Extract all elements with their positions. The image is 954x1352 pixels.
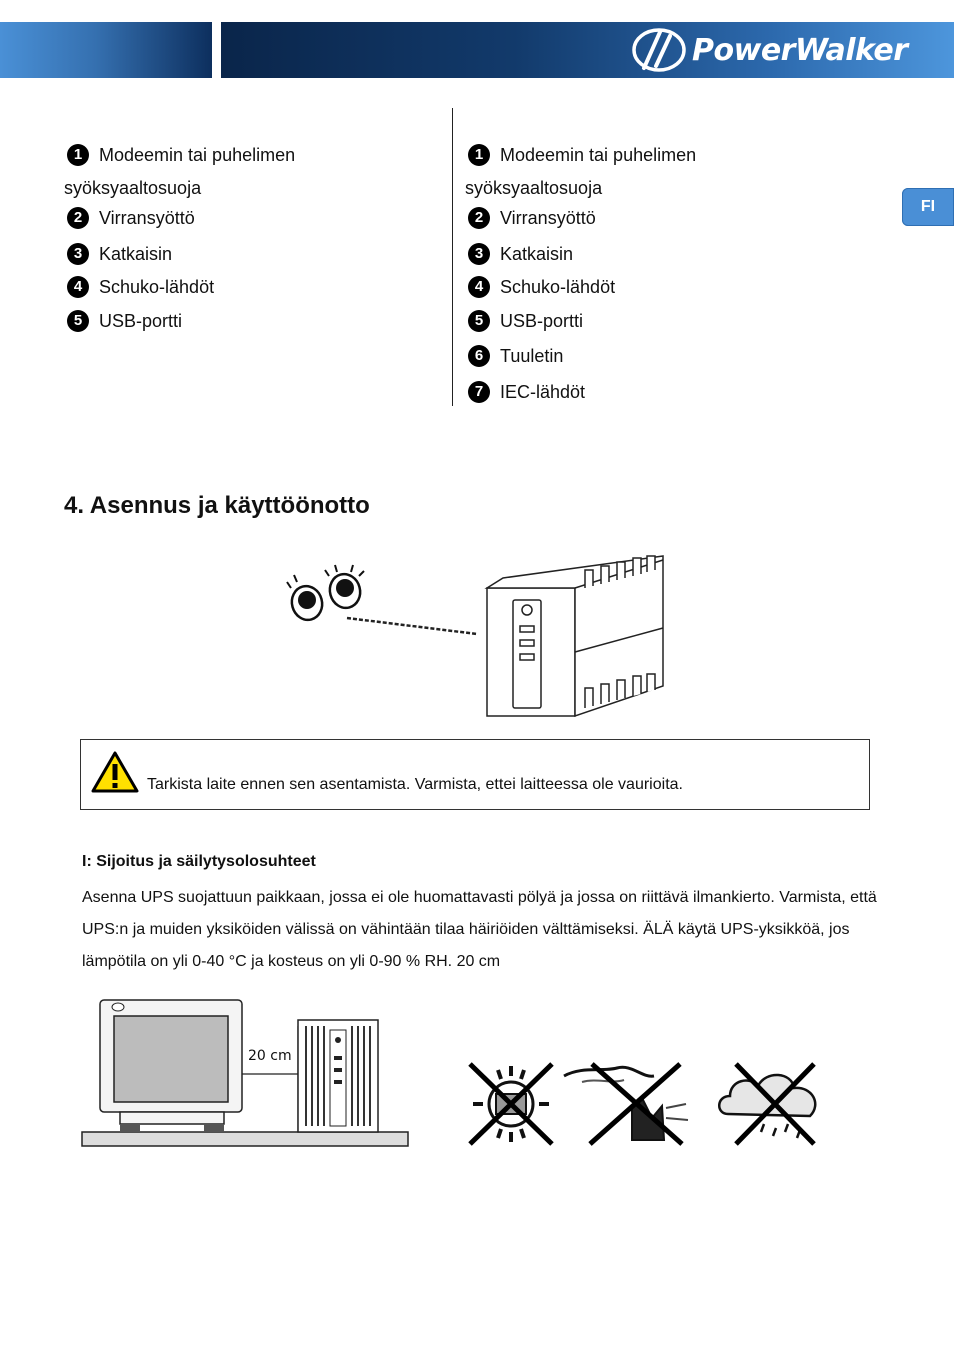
- item-label: Katkaisin: [99, 244, 173, 264]
- number-badge: 3: [468, 243, 490, 265]
- list-item: [67, 243, 172, 265]
- item-label: Virransyöttö: [99, 208, 195, 228]
- list-item: [468, 144, 696, 166]
- clearance-illustration: [80, 996, 412, 1152]
- item-label: Modeemin tai puhelimen: [99, 145, 296, 165]
- item-continuation: syöksyaaltosuoja: [64, 178, 202, 198]
- list-item: [468, 276, 615, 298]
- list-item: [67, 310, 182, 332]
- item-label: Schuko-lähdöt: [500, 277, 616, 297]
- number-badge: 1: [468, 144, 490, 166]
- distance-label: 20 cm: [248, 1048, 292, 1064]
- column-divider: [452, 108, 453, 406]
- number-badge: 5: [67, 310, 89, 332]
- list-item: [67, 276, 214, 298]
- number-badge: 6: [468, 345, 490, 367]
- no-sunlight-icon: [464, 1058, 558, 1150]
- number-badge: 4: [468, 276, 490, 298]
- brand-mark-icon: [630, 26, 688, 74]
- ups-front-icon: [298, 1020, 378, 1132]
- list-item: [67, 144, 295, 166]
- subsection-title: I: Sijoitus ja säilytysolosuhteet: [82, 853, 316, 870]
- ups-unit-icon: [487, 556, 663, 716]
- item-label: Modeemin tai puhelimen: [500, 145, 697, 165]
- number-badge: 2: [468, 207, 490, 229]
- sight-line: [347, 618, 477, 634]
- monitor-icon: [100, 1000, 242, 1132]
- list-item: [468, 345, 563, 367]
- list-item: [468, 243, 573, 265]
- item-continuation: syöksyaaltosuoja: [465, 178, 603, 198]
- list-item: [468, 310, 583, 332]
- placement-paragraph: Asenna UPS suojattuun paikkaan, jossa ei ole huomattavasti pölyä ja jossa on riittävä ilmankierto. Varmista, että UPS:n ja muiden yksiköiden välissä on vähintään tilaa häiriöiden välttämiseksi. ÄLÄ käytä UPS-yksikköä, jos lämpötila on yli 0-40 °C ja kosteus on yli 0-90 % RH. 20 cm: [82, 889, 877, 970]
- number-badge: 3: [67, 243, 89, 265]
- item-label: Katkaisin: [500, 244, 574, 264]
- no-wind-heat-icon: [562, 1058, 692, 1150]
- brand-name: PowerWalker: [692, 32, 908, 68]
- inspect-ups-illustration: [285, 548, 675, 723]
- language-tab[interactable]: FI: [902, 188, 954, 226]
- item-label: USB-portti: [500, 311, 584, 331]
- item-label: Schuko-lähdöt: [99, 277, 215, 297]
- warning-box: [80, 739, 870, 810]
- list-item: [468, 207, 596, 229]
- item-label: USB-portti: [99, 311, 183, 331]
- list-item: [67, 207, 195, 229]
- number-badge: 7: [468, 381, 490, 403]
- desk-surface: [82, 1132, 408, 1146]
- brand-logo: [630, 24, 945, 76]
- number-badge: 1: [67, 144, 89, 166]
- number-badge: 4: [67, 276, 89, 298]
- warning-text: Tarkista laite ennen sen asentamista. Varmista, ettei laitteessa ole vaurioita.: [147, 776, 683, 793]
- number-badge: 5: [468, 310, 490, 332]
- header-accent-bar: [0, 22, 212, 78]
- section-title: 4. Asennus ja käyttöönotto: [64, 492, 370, 519]
- item-label: Tuuletin: [500, 346, 564, 366]
- item-label: Virransyöttö: [500, 208, 596, 228]
- list-item: [468, 381, 585, 403]
- eyes-icon: [287, 565, 364, 623]
- number-badge: 2: [67, 207, 89, 229]
- item-label: IEC-lähdöt: [500, 382, 586, 402]
- warning-icon: [90, 750, 140, 794]
- no-rain-icon: [714, 1058, 830, 1150]
